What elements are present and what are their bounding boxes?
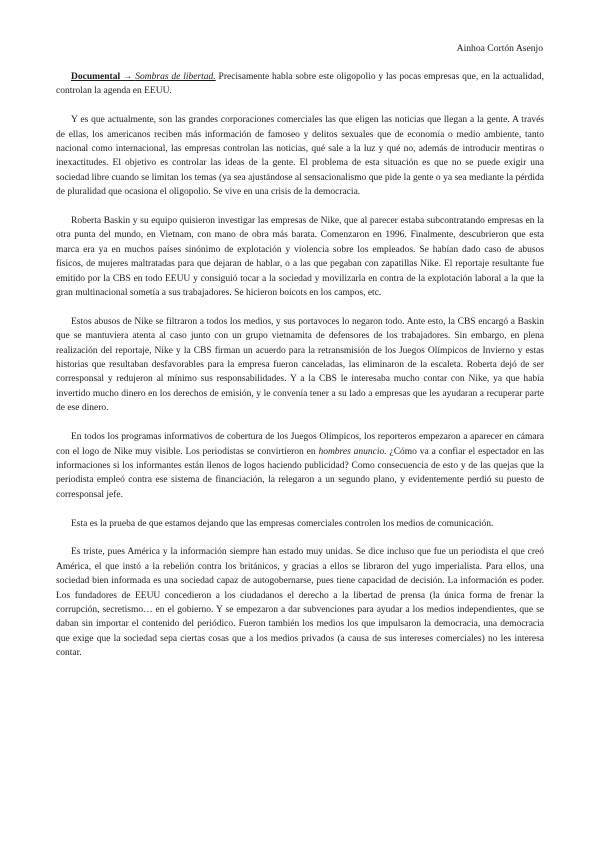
- paragraph-6: Es triste, pues América y la información siempre han estado muy unidas. Se dice incluso que fue un periodista el que creó América, el que instó a la rebelión contra los británicos, y gracias a ellos se libraron del yugo imperialista. Para ellos, una sociedad bien informada es una sociedad capaz de autogobernarse, pues tiene capacidad de decisión. La información es poder. Los fundadores de EEUU concedieron a los ciudadanos el derecho a la libertad de prensa (la única forma de frenar la corrupción, secretismo… en el gobierno. Y se empezaron a dar subvenciones para ayudar a los medios independientes, que se daban sin importar el contenido del periódico. Fueron también los medios los que impulsaron la democracia, una democracia que exige que la sociedad sepa ciertas cosas que a los medios privados (a causa de sus intereses comerciales) no les interesa contar.: [56, 547, 544, 659]
- document-body: [56, 70, 544, 675]
- paragraph-4-part-b: ¿Cómo va a confiar el espectador en las informaciones si los informantes están llenos de logos haciendo publicidad? Como consecuencia de esto y de las quejas que la periodista empleó contra ese sistema de financiación, la relegaron a un segundo plano, y evidentemente perdió su puesto de corresponsal jefe.: [56, 446, 544, 500]
- intro-paragraph: [56, 70, 544, 99]
- author-name: Ainhoa Cortón Asenjo: [456, 43, 543, 54]
- paragraph-3: Estos abusos de Nike se filtraron a todos los medios, y sus portavoces lo negaron todo. Ante esto, la CBS encargó a Baskin que se mantuviera atenta al caso junto con un grupo vietnamita de defensores de los trabajadores. Sin embargo, en plena realización del reportaje, Nike y la CBS firman un acuerdo para la retransmisión de los Juegos Olímpicos de Invierno y estas historias que resultaban desfavorables para la empresa fueron canceladas, las eliminaron de la escaleta. Roberta dejó de ser corresponsal y redujeron al mínimo sus responsabilidades. Y a la CBS le interesaba mucho contar con Nike, ya que había invertido mucho dinero en los derechos de emisión, y le convenía tener a su lado a empresas que les ayudaran a recuperar parte de ese dinero.: [56, 316, 544, 414]
- documental-label: Documental: [71, 72, 121, 82]
- paragraph-5: Esta es la prueba de que estamos dejando que las empresas comerciales controlen los medios de comunicación.: [71, 518, 494, 529]
- paragraph-4: [56, 430, 544, 502]
- paragraph-1: Y es que actualmente, son las grandes corporaciones comerciales las que eligen las noticias que llegan a la gente. A través de ellas, los americanos reciben más información de famoseo y delitos sexuales que de economía o medio ambiente, tanto nacional como internacional, las empresas controlan las noticias, qué sale a la luz y qué no, además de introducir mentiras o inexactitudes. El objetivo es controlar las ideas de la gente. El problema de esta situación es que no se puede exigir una sociedad libre cuando se limitan los temas (ya sea ajustándose al sensacionalismo que pide la gente o ya sea mediante la pérdida de pluralidad que ocasiona el oligopolio. Se vive en una crisis de la democracia.: [56, 115, 544, 198]
- intro-text: Precisamente habla sobre este oligopolio y las pocas empresas que, en la actualidad, controlan la agenda en EEUU.: [56, 72, 545, 97]
- documental-arrow: →: [120, 72, 136, 82]
- documental-title: Sombras de libertad.: [135, 72, 216, 82]
- paragraph-4-part-a: En todos los programas informativos de cobertura de los Juegos Olímpicos, los reporteros empezaron a aparecer en cámara con el logo de Nike muy visible. Los periodistas se convirtieron en: [56, 432, 544, 457]
- paragraph-2: Roberta Baskin y su equipo quisieron investigar las empresas de Nike, que al parecer estaba subcontratando empresas en la otra punta del mundo, en Vietnam, con mano de obra más barata. Comenzaron en 1996. Finalmente, descubrieron que esta marca era ya en muchos países sinónimo de explotación y violencia sobre los empleados. Se habían dado caso de abusos físicos, de mujeres maltratadas para que dejaran de hablar, o a las que pegaban con zapatillas Nike. El reportaje resultante fue emitido por la CBS en todo EEUU y consiguió tocar a la sociedad y movilizarla en contra de la explotación laboral a la que la gran multinacional sometía a sus trabajadores. Se hicieron boicots en los campos, etc.: [56, 216, 544, 299]
- paragraph-4-italic: hombres anuncio.: [318, 446, 387, 457]
